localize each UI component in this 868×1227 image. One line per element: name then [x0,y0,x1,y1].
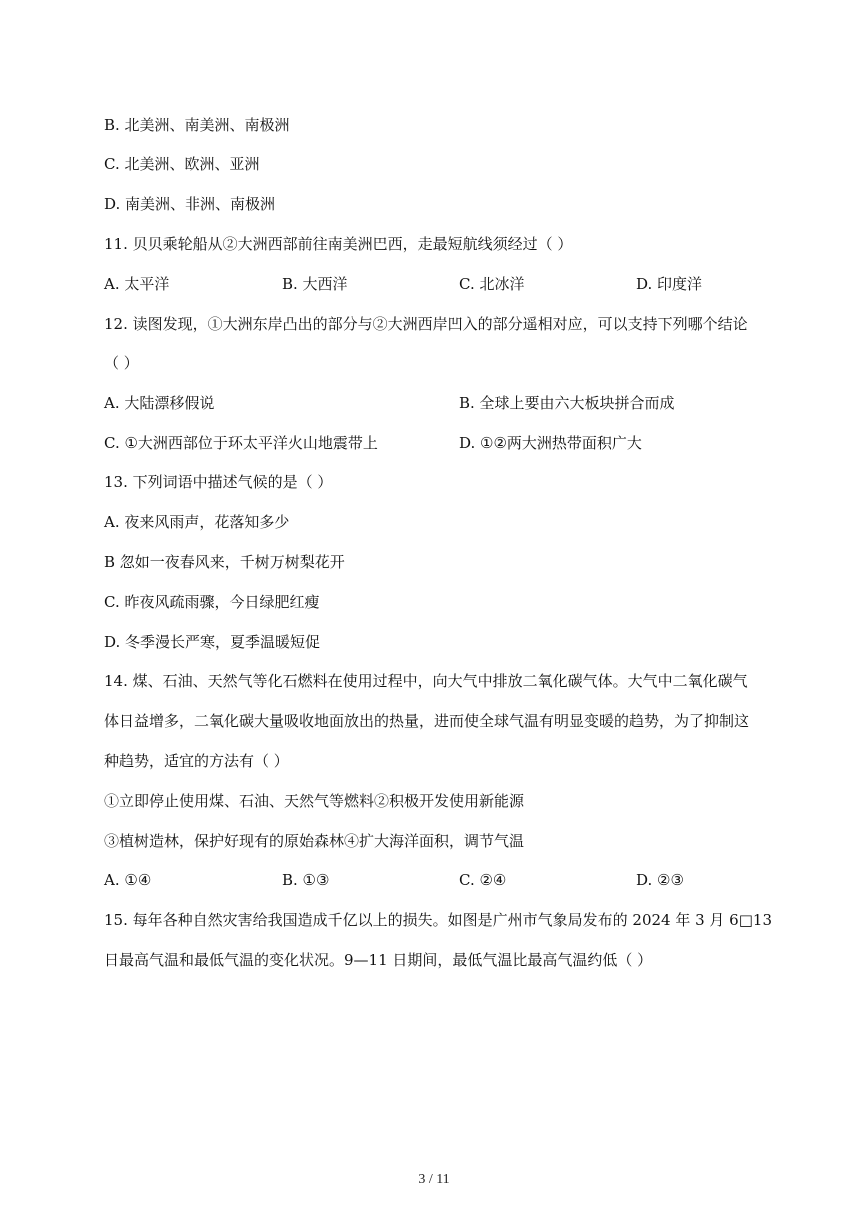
q14-items-line2: ③植树造林，保护好现有的原始森林④扩大海洋面积，调节气温 [104,832,525,850]
q11-options [104,274,764,294]
q12-option-c: C. ①大洲西部位于环太平洋火山地震带上 [104,434,378,452]
q14-stem-line2: 体日益增多，二氧化碳大量吸收地面放出的热量，进而使全球气温有明显变暖的趋势，为了抑制这 [104,712,750,730]
q11-option-a: A. 太平洋 [104,275,170,293]
q12-stem-line1: 12. 读图发现，①大洲东岸凸出的部分与②大洲西岸凹入的部分遥相对应，可以支持下列哪个结论 [104,315,748,333]
q14-stem-line1: 14. 煤、石油、天然气等化石燃料在使用过程中，向大气中排放二氧化碳气体。大气中二氧化碳气 [104,672,748,690]
q11-option-d: D. 印度洋 [636,275,703,293]
q14-options [104,870,764,890]
q12-options-row2 [104,433,764,453]
page-number: 3 / 11 [418,1172,450,1187]
q12-option-b: B. 全球上要由六大板块拼合而成 [459,394,675,412]
q10-option-b: B. 北美洲、南美洲、南极洲 [104,116,290,134]
q13-option-c: C. 昨夜风疏雨骤，今日绿肥红瘦 [104,593,320,611]
q14-option-c: C. ②④ [459,871,507,889]
q10-option-d: D. 南美洲、非洲、南极洲 [104,195,276,213]
q12-option-a: A. 大陆漂移假说 [104,394,215,412]
q13-option-a: A. 夜来风雨声，花落知多少 [104,513,290,531]
q12-options-row1 [104,393,764,413]
q11-option-c: C. 北冰洋 [459,275,525,293]
q14-stem-line3: 种趋势，适宜的方法有（ ） [104,752,289,770]
q10-option-c: C. 北美洲、欧洲、亚洲 [104,155,260,173]
q12-option-d: D. ①②两大洲热带面积广大 [459,434,642,452]
q14-option-b: B. ①③ [282,871,330,889]
q11-option-b: B. 大西洋 [282,275,348,293]
q13-option-b: B 忽如一夜春风来，千树万树梨花开 [104,553,345,571]
q15-stem-line2: 日最高气温和最低气温的变化状况。9—11 日期间，最低气温比最高气温约低（ ） [104,951,653,969]
q13-stem: 13. 下列词语中描述气候的是（ ） [104,473,333,491]
q14-option-a: A. ①④ [104,871,152,889]
q15-stem-line1: 15. 每年各种自然灾害给我国造成千亿以上的损失。如图是广州市气象局发布的 2024 年 3 月 6□13 [104,911,772,929]
q11-stem: 11. 贝贝乘轮船从②大洲西部前往南美洲巴西，走最短航线须经过（ ） [104,235,573,253]
q12-stem-line2: （ ） [104,354,139,372]
q13-option-d: D. 冬季漫长严寒，夏季温暖短促 [104,633,321,651]
q14-option-d: D. ②③ [636,871,684,889]
q14-items-line1: ①立即停止使用煤、石油、天然气等燃料②积极开发使用新能源 [104,792,525,810]
